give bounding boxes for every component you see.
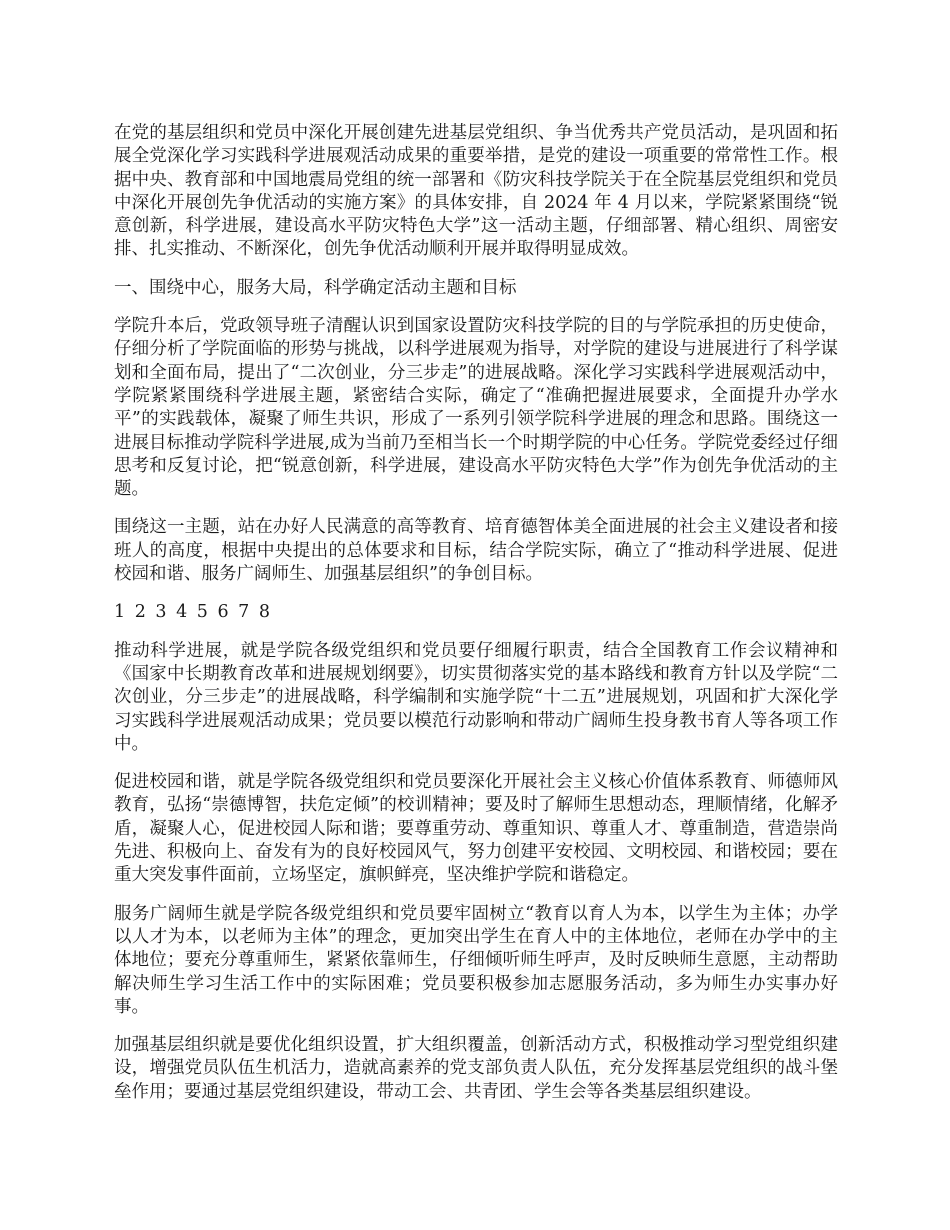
- body-paragraph: 加强基层组织就是要优化组织设置，扩大组织覆盖，创新活动方式，积极推动学习型党组织建设，增强党员队伍生机活力，造就高素养的党支部负责人队伍，充分发挥基层党组织的战斗堡垒作用；要通过基层党组织建设，带动工会、共青团、学生会等各类基层组织建设。: [114, 1035, 838, 1102]
- document-body: [114, 122, 838, 1119]
- body-paragraph: 学院升本后，党政领导班子清醒认识到国家设置防灾科技学院的目的与学院承担的历史使命，仔细分析了学院面临的形势与挑战，以科学进展观为指导，对学院的建设与进展进行了科学谋划和全面布局，提出了“二次创业，分三步走”的进展战略。深化学习实践科学进展观活动中，学院紧紧围绕科学进展主题，紧密结合实际，确定了“准确把握进展要求，全面提升办学水平”的实践载体，凝聚了师生共识，形成了一系列引领学院科学进展的理念和思路。围绕这一进展目标推动学院科学进展,成为当前乃至相当长一个时期学院的中心任务。学院党委经过仔细思考和反复讨论，把“锐意创新，科学进展，建设高水平防灾特色大学”作为创先争优活动的主题。: [114, 316, 838, 500]
- section-heading: 一、围绕中心，服务大局，科学确定活动主题和目标: [114, 277, 517, 298]
- body-paragraph: 促进校园和谐，就是学院各级党组织和党员要深化开展社会主义核心价值体系教育、师德师风教育，弘扬“崇德博智，扶危定倾”的校训精神；要及时了解师生思想动态，理顺情绪，化解矛盾，凝聚人心，促进校园人际和谐；要尊重劳动、尊重知识、尊重人才、尊重制造，营造崇尚先进、积极向上、奋发有为的良好校园风气，努力创建平安校园、文明校园、和谐校园；要在重大突发事件面前，立场坚定，旗帜鲜亮，坚决维护学院和谐稳定。: [114, 772, 838, 886]
- body-paragraph: 围绕这一主题，站在办好人民满意的高等教育、培育德智体美全面进展的社会主义建设者和接班人的高度，根据中央提出的总体要求和目标，结合学院实际，确立了“推动科学进展、促进校园和谐、服务广阔师生、加强基层组织”的争创目标。: [114, 517, 838, 585]
- number-sequence: 1 2 3 4 5 6 7 8: [114, 602, 273, 623]
- body-paragraph: 推动科学进展，就是学院各级党组织和党员要仔细履行职责，结合全国教育工作会议精神和《国家中长期教育改革和进展规划纲要》，切实贯彻落实党的基本路线和教育方针以及学院“二次创业，分三步走”的进展战略，科学编制和实施学院“十二五”进展规划，巩固和扩大深化学习实践科学进展观活动成果；党员要以模范行动影响和带动广阔师生投身教书育人等各项工作中。: [114, 640, 838, 754]
- intro-paragraph: 在党的基层组织和党员中深化开展创建先进基层党组织、争当优秀共产党员活动，是巩固和拓展全党深化学习实践科学进展观活动成果的重要举措，是党的建设一项重要的常常性工作。根据中央、教育部和中国地震局党组的统一部署和《防灾科技学院关于在全院基层党组织和党员中深化开展创先争优活动的实施方案》的具体安排，自 2024 年 4 月以来，学院紧紧围绕“锐意创新，科学进展，建设高水平防灾特色大学”这一活动主题，仔细部署、精心组织、周密安排、扎实推动、不断深化，创先争优活动顺利开展并取得明显成效。: [114, 123, 838, 260]
- body-paragraph: 服务广阔师生就是学院各级党组织和党员要牢固树立“教育以育人为本，以学生为主体；办学以人才为本，以老师为主体”的理念，更加突出学生在育人中的主体地位，老师在办学中的主体地位；要充分尊重师生，紧紧依靠师生，仔细倾听师生呼声，及时反映师生意愿，主动帮助解决师生学习生活工作中的实际困难；党员要积极参加志愿服务活动，多为师生办实事办好事。: [114, 903, 838, 1017]
